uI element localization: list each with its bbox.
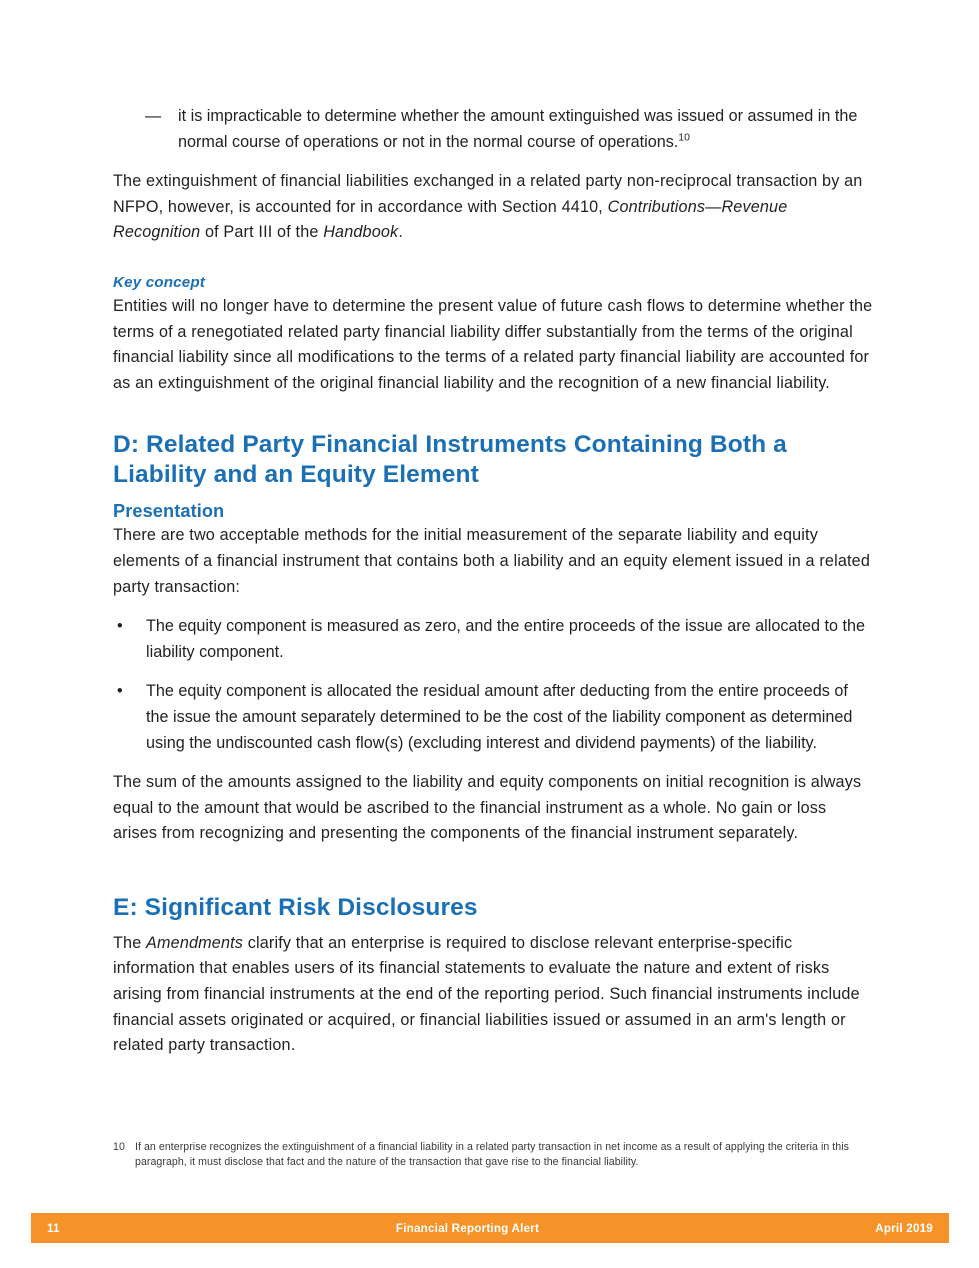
list-item — [113, 679, 873, 756]
footer-date: April 2019 — [875, 1221, 933, 1235]
spacer — [113, 396, 873, 430]
footnote-reference: 10 — [678, 131, 690, 144]
spacer — [113, 246, 873, 272]
list-item — [113, 104, 873, 155]
section-d-intro: There are two acceptable methods for the initial measurement of the separate liability and equity elements of a financial instrument that contains both a liability and an equity element issued in a related party transaction: — [113, 526, 871, 596]
section-d-closing-paragraph: The sum of the amounts assigned to the liability and equity components on initial recognition is always equal to the amount that would be ascribed to the financial instrument as a whole. No gain or loss arises from recognizing and presenting the components of the financial instrument separately. — [113, 773, 862, 843]
intro-paragraph: The extinguishment of financial liabilities exchanged in a related party non-reciprocal transaction by an NFPO, however, is accounted for in accordance with Section 4410, Contributions—Revenue Recognition of Part III of the Handbook. — [113, 172, 863, 242]
footer-publication-title: Financial Reporting Alert — [395, 1221, 540, 1235]
page-content — [113, 104, 873, 1059]
presentation-subheading: Presentation — [113, 501, 225, 522]
spacer — [113, 155, 873, 169]
key-concept-body: Entities will no longer have to determine the present value of future cash flows to determine whether the terms of a renegotiated related party financial liability differ substantially from the terms of the original financial liability since all modifications to the terms of a related party financial liability are accounted for as an extinguishment of the original financial liability and the recognition of a new financial liability. — [113, 296, 873, 392]
amendments-title: Amendments — [146, 933, 244, 952]
section-e-body: The Amendments clarify that an enterprise is required to disclose relevant enterprise-specific information that enables users of its financial statements to evaluate the nature and extent of risks arising from financial instruments at the end of the reporting period. Such financial instruments include financial assets originated or acquired, or financial liabilities issued or assumed in an arm's length or related party transaction. — [113, 933, 860, 1055]
footnote — [113, 1140, 873, 1169]
bullet-icon: • — [117, 617, 123, 636]
section-d-heading: D: Related Party Financial Instruments Containing Both a Liability and an Equity Element — [113, 431, 787, 489]
footnotes-block — [113, 1140, 873, 1169]
spacer — [113, 847, 873, 893]
footnote-number: 10 — [113, 1141, 125, 1153]
page-footer-bar — [31, 1213, 949, 1243]
section-e-heading: E: Significant Risk Disclosures — [113, 893, 478, 921]
list-item-text: it is impracticable to determine whether the amount extinguished was issued or assumed in the normal course of operations or not in the normal course of operations.$^{10}$ — [178, 107, 858, 151]
spacer — [113, 490, 873, 499]
spacer — [113, 756, 873, 770]
footnote-text: If an enterprise recognizes the extinguishment of a financial liability in a related party transaction in net income as a result of applying the criteria in this paragraph, it must disclose that fact and the nature of the transaction that gave rise to the financial liability. — [135, 1141, 849, 1168]
bullet-icon: • — [117, 682, 123, 701]
list-item-text: The equity component is allocated the residual amount after deducting from the entire proceeds of the issue the amount separately determined to be the cost of the liability component as determined using the undiscounted cash flow(s) (excluding interest and dividend payments) of the liability. — [146, 682, 853, 752]
spacer — [113, 600, 873, 614]
page-number: 11 — [47, 1221, 60, 1235]
section-d-bullet-list — [113, 614, 873, 756]
list-item — [113, 614, 873, 665]
spacer — [113, 923, 873, 931]
dash-list — [113, 104, 873, 155]
handbook-section-title: Contributions—Revenue Recognition — [113, 197, 788, 242]
key-concept-heading: Key concept — [113, 273, 205, 291]
handbook-title: Handbook — [323, 223, 399, 242]
list-item-text: The equity component is measured as zero, and the entire proceeds of the issue are allocated to the liability component. — [146, 617, 865, 661]
em-dash-marker: — — [145, 107, 162, 125]
